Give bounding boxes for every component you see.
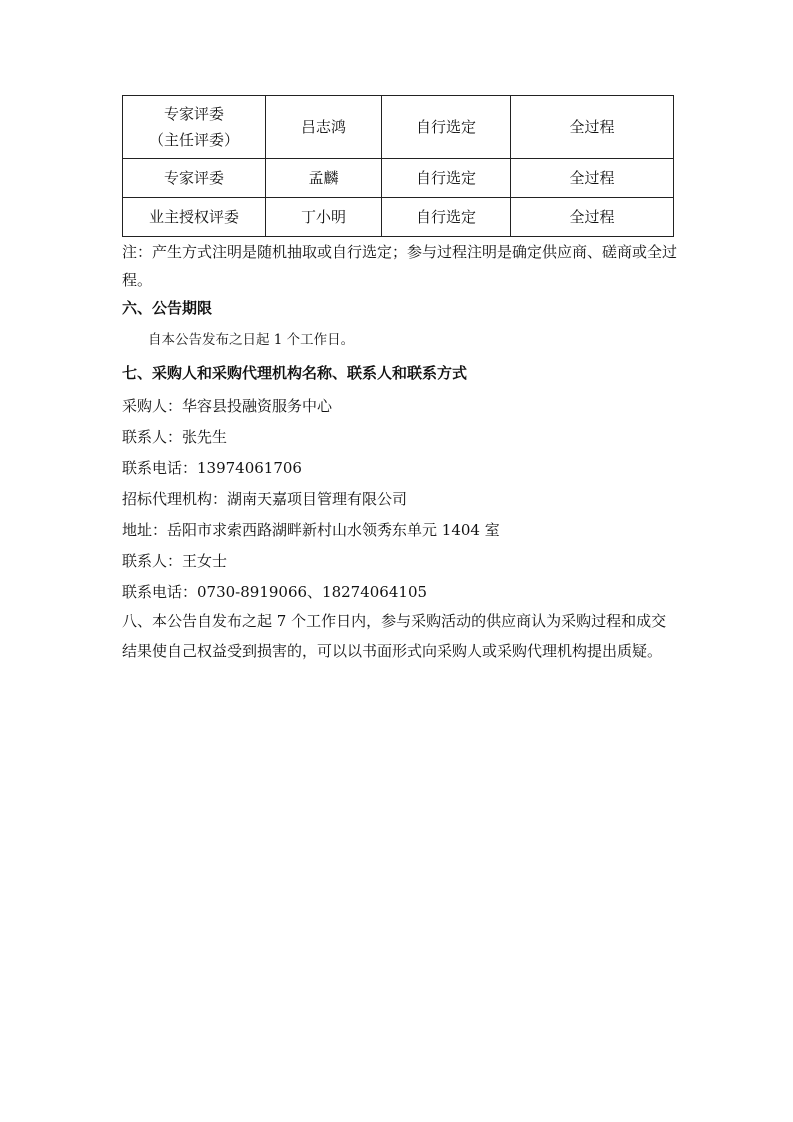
- purchaser-line: 采购人：华容县投融资服务中心: [122, 397, 333, 415]
- name-cell: 丁小明: [266, 198, 382, 237]
- table-note: 注：产生方式注明是随机抽取或自行选定；参与过程注明是确定供应商、磋商或全过程。: [122, 243, 678, 289]
- agency-phone-line: 联系电话：0730-8919066、18274064105: [122, 583, 428, 601]
- table-row: [123, 96, 674, 159]
- scope-cell: 全过程: [511, 159, 674, 198]
- section6-heading: 六、公告期限: [122, 299, 213, 317]
- section6-text: 自本公告发布之日起 1 个工作日。: [148, 332, 355, 348]
- name-cell: 孟麟: [266, 159, 382, 198]
- purchaser-contact-line: 联系人：张先生: [122, 428, 228, 446]
- agency-contact-line: 联系人：王女士: [122, 552, 228, 570]
- scope-cell: 全过程: [511, 198, 674, 237]
- section8-text: 八、本公告自发布之起 7 个工作日内，参与采购活动的供应商认为采购过程和成交结果使自己权益受到损害的，可以以书面形式向采购人或采购代理机构提出质疑。: [122, 612, 667, 660]
- method-cell: 自行选定: [382, 96, 511, 159]
- evaluation-committee-table: [122, 95, 674, 237]
- role-cell: 业主授权评委: [123, 198, 266, 237]
- method-cell: 自行选定: [382, 198, 511, 237]
- name-cell: 吕志鸿: [266, 96, 382, 159]
- agency-line: 招标代理机构：湖南天嘉项目管理有限公司: [122, 490, 408, 508]
- method-cell: 自行选定: [382, 159, 511, 198]
- role-cell: 专家评委: [123, 159, 266, 198]
- purchaser-phone-line: 联系电话：13974061706: [122, 459, 302, 477]
- role-line: （主任评委）: [148, 131, 239, 149]
- section7-heading: 七、采购人和采购代理机构名称、联系人和联系方式: [122, 364, 468, 382]
- table-row: [123, 198, 674, 237]
- role-line: 专家评委: [163, 105, 224, 123]
- address-line: 地址：岳阳市求索西路湖畔新村山水领秀东单元 1404 室: [122, 521, 500, 539]
- scope-cell: 全过程: [511, 96, 674, 159]
- table-row: [123, 159, 674, 198]
- role-cell: [123, 96, 266, 159]
